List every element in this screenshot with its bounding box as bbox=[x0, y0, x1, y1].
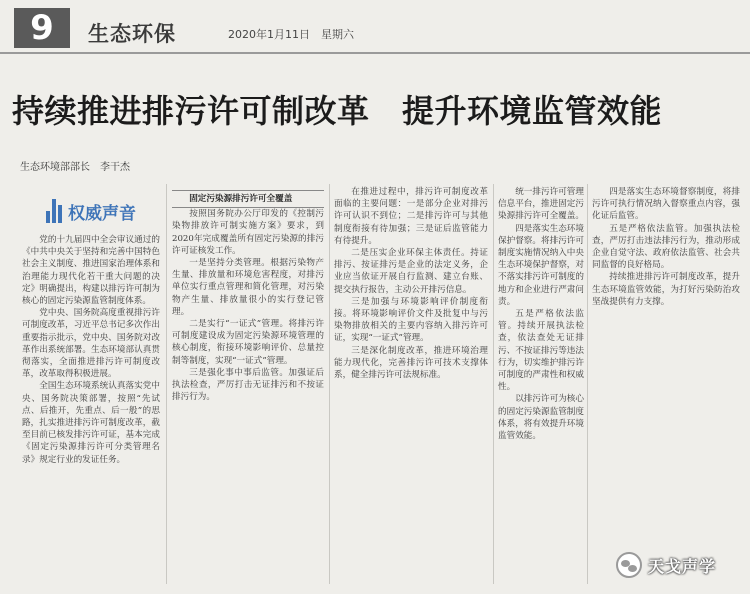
article-column-4 bbox=[498, 186, 584, 584]
paragraph: 统一排污许可管理信息平台，推进固定污染源排污许可全覆盖。 bbox=[498, 187, 584, 222]
wechat-icon bbox=[616, 552, 642, 578]
paragraph: 二是压实企业环保主体责任。持证排污、按证排污是企业的法定义务，企业应当依证开展自行监测、建立台账、提交执行报告，主动公开排污信息。 bbox=[334, 248, 488, 295]
masthead-rule bbox=[0, 52, 750, 54]
paragraph: 在推进过程中，排污许可制度改革面临的主要问题：一是部分企业对排污许可认识不到位；二是排污许可与其他制度衔接有待加强；三是证后监管能力有待提升。 bbox=[334, 187, 488, 246]
article-column-3 bbox=[334, 186, 488, 584]
watermark-text: 天戈声学 bbox=[648, 556, 717, 576]
authority-badge bbox=[46, 198, 136, 224]
badge-label: 权威声音 bbox=[68, 203, 136, 224]
article-column-1 bbox=[22, 234, 160, 584]
paragraph: 五是严格依法监管。持续开展执法检查，依法查处无证排污、不按证排污等违法行为，切实维护排污许可制度的严肃性和权威性。 bbox=[498, 309, 584, 393]
bar-chart-icon bbox=[46, 199, 62, 223]
paragraph: 一是坚持分类管理。根据污染物产生量、排放量和环境危害程度，对排污单位实行重点管理和简化管理，对污染物产生量、排放量很小的实行登记管理。 bbox=[172, 258, 324, 317]
paragraph: 全国生态环境系统认真落实党中央、国务院决策部署，按照“先试点、后推开，先重点、后一般”的思路，扎实推进排污许可制度改革，截至目前已核发排污许可证，基本完成《固定污染源排污许可分类管理名录》规定行业的发证任务。 bbox=[22, 381, 160, 465]
article-column-5 bbox=[592, 186, 740, 584]
column-divider bbox=[166, 184, 167, 584]
page-number: 9 bbox=[14, 8, 70, 48]
paragraph: 四是落实生态环境保护督察。将排污许可制度实施情况纳入中央生态环境保护督察，对不落实排污许可制度的地方和企业进行严肃问责。 bbox=[498, 223, 584, 307]
headline: 持续推进排污许可制改革 提升环境监管效能 bbox=[12, 92, 663, 130]
paragraph: 四是落实生态环境督察制度，将排污许可执行情况纳入督察重点内容，强化证后监管。 bbox=[592, 187, 740, 222]
paragraph: 二是实行“一证式”管理。将排污许可制度建设成为固定污染源环境管理的核心制度，衔接环境影响评价、总量控制等制度，实现“一证式”管理。 bbox=[172, 319, 324, 366]
paragraph: 三是加强与环境影响评价制度衔接。将环境影响评价文件及批复中与污染物排放相关的主要内容纳入排污许可证，实现“一证式”管理。 bbox=[334, 296, 488, 344]
subheading: 固定污染源排污许可全覆盖 bbox=[172, 190, 324, 208]
column-divider bbox=[493, 184, 494, 584]
column-divider bbox=[329, 184, 330, 584]
section-name: 生态环保 bbox=[88, 22, 176, 46]
issue-date: 2020年1月11日 星期六 bbox=[228, 28, 354, 41]
paragraph: 持续推进排污许可制度改革，提升生态环境监管效能，为打好污染防治攻坚战提供有力支撑。 bbox=[592, 272, 740, 307]
column-divider bbox=[587, 184, 588, 584]
paragraph: 党的十九届四中全会审议通过的《中共中央关于坚持和完善中国特色社会主义制度、推进国家治理体系和治理能力现代化若干重大问题的决定》明确提出，构建以排污许可制为核心的固定污染源监管制度体系。 bbox=[22, 235, 160, 307]
paragraph: 党中央、国务院高度重视排污许可制度改革，习近平总书记多次作出重要指示批示，党中央、国务院对改革作出系统部署。生态环境部认真贯彻落实，全面推进排污许可制度改革，改革取得积极进展。 bbox=[22, 308, 160, 380]
watermark bbox=[616, 552, 716, 578]
paragraph: 以排污许可为核心的固定污染源监管制度体系，将有效提升环境监管效能。 bbox=[498, 394, 584, 442]
paragraph: 按照国务院办公厅印发的《控制污染物排放许可制实施方案》要求，到2020年完成覆盖所有固定污染源的排污许可证核发工作。 bbox=[172, 209, 324, 256]
paragraph: 三是深化制度改革，推进环境治理能力现代化，完善排污许可技术支撑体系，健全排污许可法规标准。 bbox=[334, 345, 488, 381]
paragraph: 五是严格依法监管。加强执法检查，严厉打击违法排污行为，推动形成企业自觉守法、政府依法监管、社会共同监督的良好格局。 bbox=[592, 223, 740, 271]
paragraph: 三是强化事中事后监管。加强证后执法检查，严厉打击无证排污和不按证排污行为。 bbox=[172, 367, 324, 403]
masthead bbox=[0, 0, 750, 56]
byline: 生态环境部部长 李干杰 bbox=[20, 162, 130, 173]
article-column-2 bbox=[172, 186, 324, 584]
